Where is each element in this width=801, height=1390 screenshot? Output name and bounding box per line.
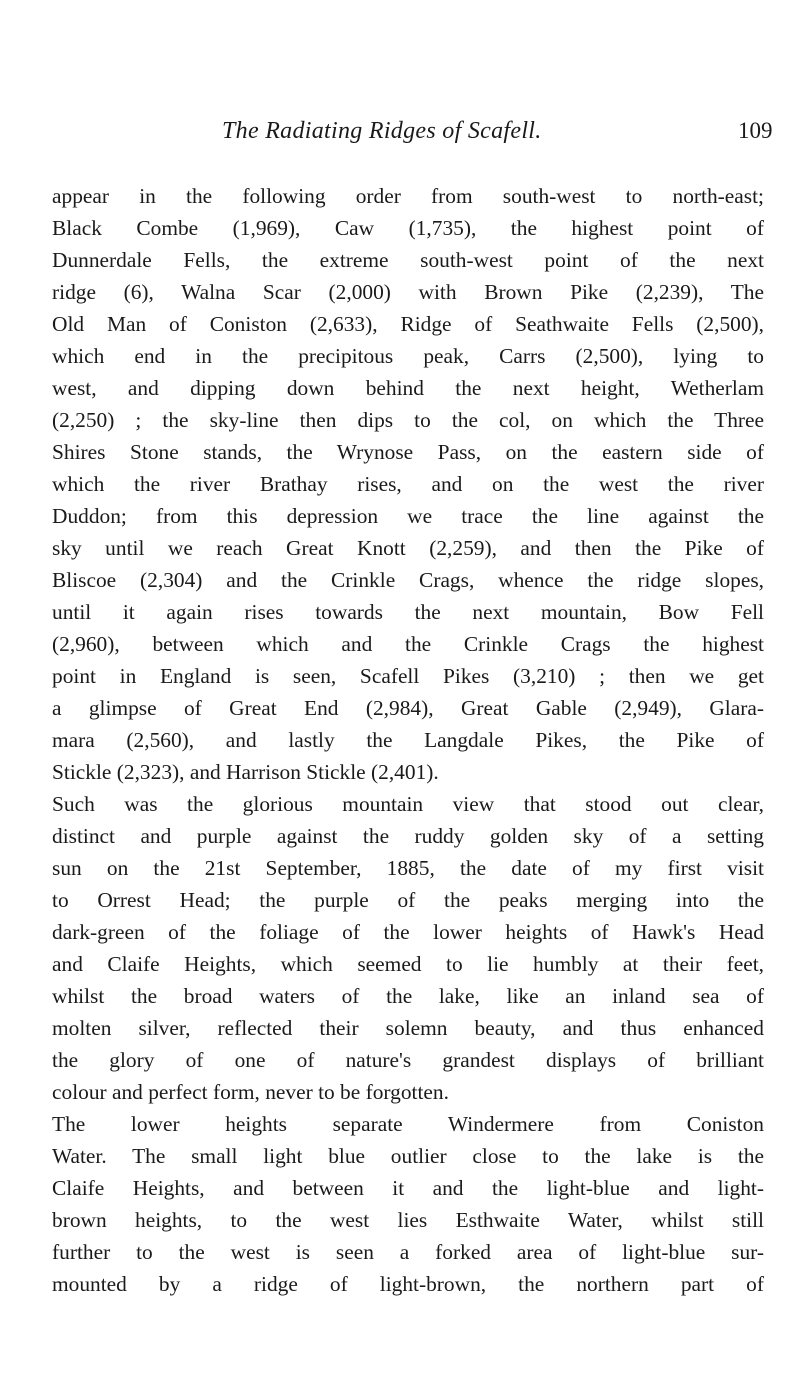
text-line: brown heights, to the west lies Esthwaite Water, whilst still bbox=[52, 1208, 764, 1232]
text-line: Claife Heights, and between it and the light-blue and light- bbox=[52, 1176, 764, 1200]
text-line: whilst the broad waters of the lake, like an inland sea of bbox=[52, 984, 764, 1008]
text-line: Black Combe (1,969), Caw (1,735), the highest point of bbox=[52, 216, 764, 240]
text-line: until it again rises towards the next mountain, Bow Fell bbox=[52, 600, 764, 624]
text-line: point in England is seen, Scafell Pikes (3,210) ; then we get bbox=[52, 664, 764, 688]
text-line: further to the west is seen a forked area of light-blue sur- bbox=[52, 1240, 764, 1264]
text-line: and Claife Heights, which seemed to lie humbly at their feet, bbox=[52, 952, 764, 976]
text-line: Such was the glorious mountain view that stood out clear, bbox=[52, 792, 764, 816]
text-line: mara (2,560), and lastly the Langdale Pikes, the Pike of bbox=[52, 728, 764, 752]
text-line: a glimpse of Great End (2,984), Great Gable (2,949), Glara- bbox=[52, 696, 764, 720]
text-line: (2,250) ; the sky-line then dips to the col, on which the Three bbox=[52, 408, 764, 432]
running-title: The Radiating Ridges of Scafell. bbox=[222, 118, 542, 144]
text-line: (2,960), between which and the Crinkle Crags the highest bbox=[52, 632, 764, 656]
text-line: ridge (6), Walna Scar (2,000) with Brown Pike (2,239), The bbox=[52, 280, 764, 304]
text-line: Shires Stone stands, the Wrynose Pass, on the eastern side of bbox=[52, 440, 764, 464]
text-line: west, and dipping down behind the next height, Wetherlam bbox=[52, 376, 764, 400]
text-line: molten silver, reflected their solemn beauty, and thus enhanced bbox=[52, 1016, 764, 1040]
text-line: appear in the following order from south-west to north-east; bbox=[52, 184, 764, 208]
body-text bbox=[52, 180, 764, 1300]
text-line: Old Man of Coniston (2,633), Ridge of Seathwaite Fells (2,500), bbox=[52, 312, 764, 336]
text-line: colour and perfect form, never to be forgotten. bbox=[52, 1080, 449, 1104]
text-line: Dunnerdale Fells, the extreme south-west point of the next bbox=[52, 248, 764, 272]
text-line: sky until we reach Great Knott (2,259), and then the Pike of bbox=[52, 536, 764, 560]
text-line: Duddon; from this depression we trace the line against the bbox=[52, 504, 764, 528]
text-line: dark-green of the foliage of the lower heights of Hawk's Head bbox=[52, 920, 764, 944]
text-line: Stickle (2,323), and Harrison Stickle (2,401). bbox=[52, 760, 439, 784]
text-line: Bliscoe (2,304) and the Crinkle Crags, whence the ridge slopes, bbox=[52, 568, 764, 592]
text-line: Water. The small light blue outlier close to the lake is the bbox=[52, 1144, 764, 1168]
text-line: which the river Brathay rises, and on the west the river bbox=[52, 472, 764, 496]
page-number: 109 bbox=[738, 118, 773, 143]
text-line: The lower heights separate Windermere from Coniston bbox=[52, 1112, 764, 1136]
text-line: to Orrest Head; the purple of the peaks merging into the bbox=[52, 888, 764, 912]
text-line: distinct and purple against the ruddy golden sky of a setting bbox=[52, 824, 764, 848]
page-header bbox=[0, 118, 801, 158]
text-line: sun on the 21st September, 1885, the date of my first visit bbox=[52, 856, 764, 880]
text-line: mounted by a ridge of light-brown, the northern part of bbox=[52, 1272, 764, 1296]
text-line: which end in the precipitous peak, Carrs (2,500), lying to bbox=[52, 344, 764, 368]
text-line: the glory of one of nature's grandest displays of brilliant bbox=[52, 1048, 764, 1072]
